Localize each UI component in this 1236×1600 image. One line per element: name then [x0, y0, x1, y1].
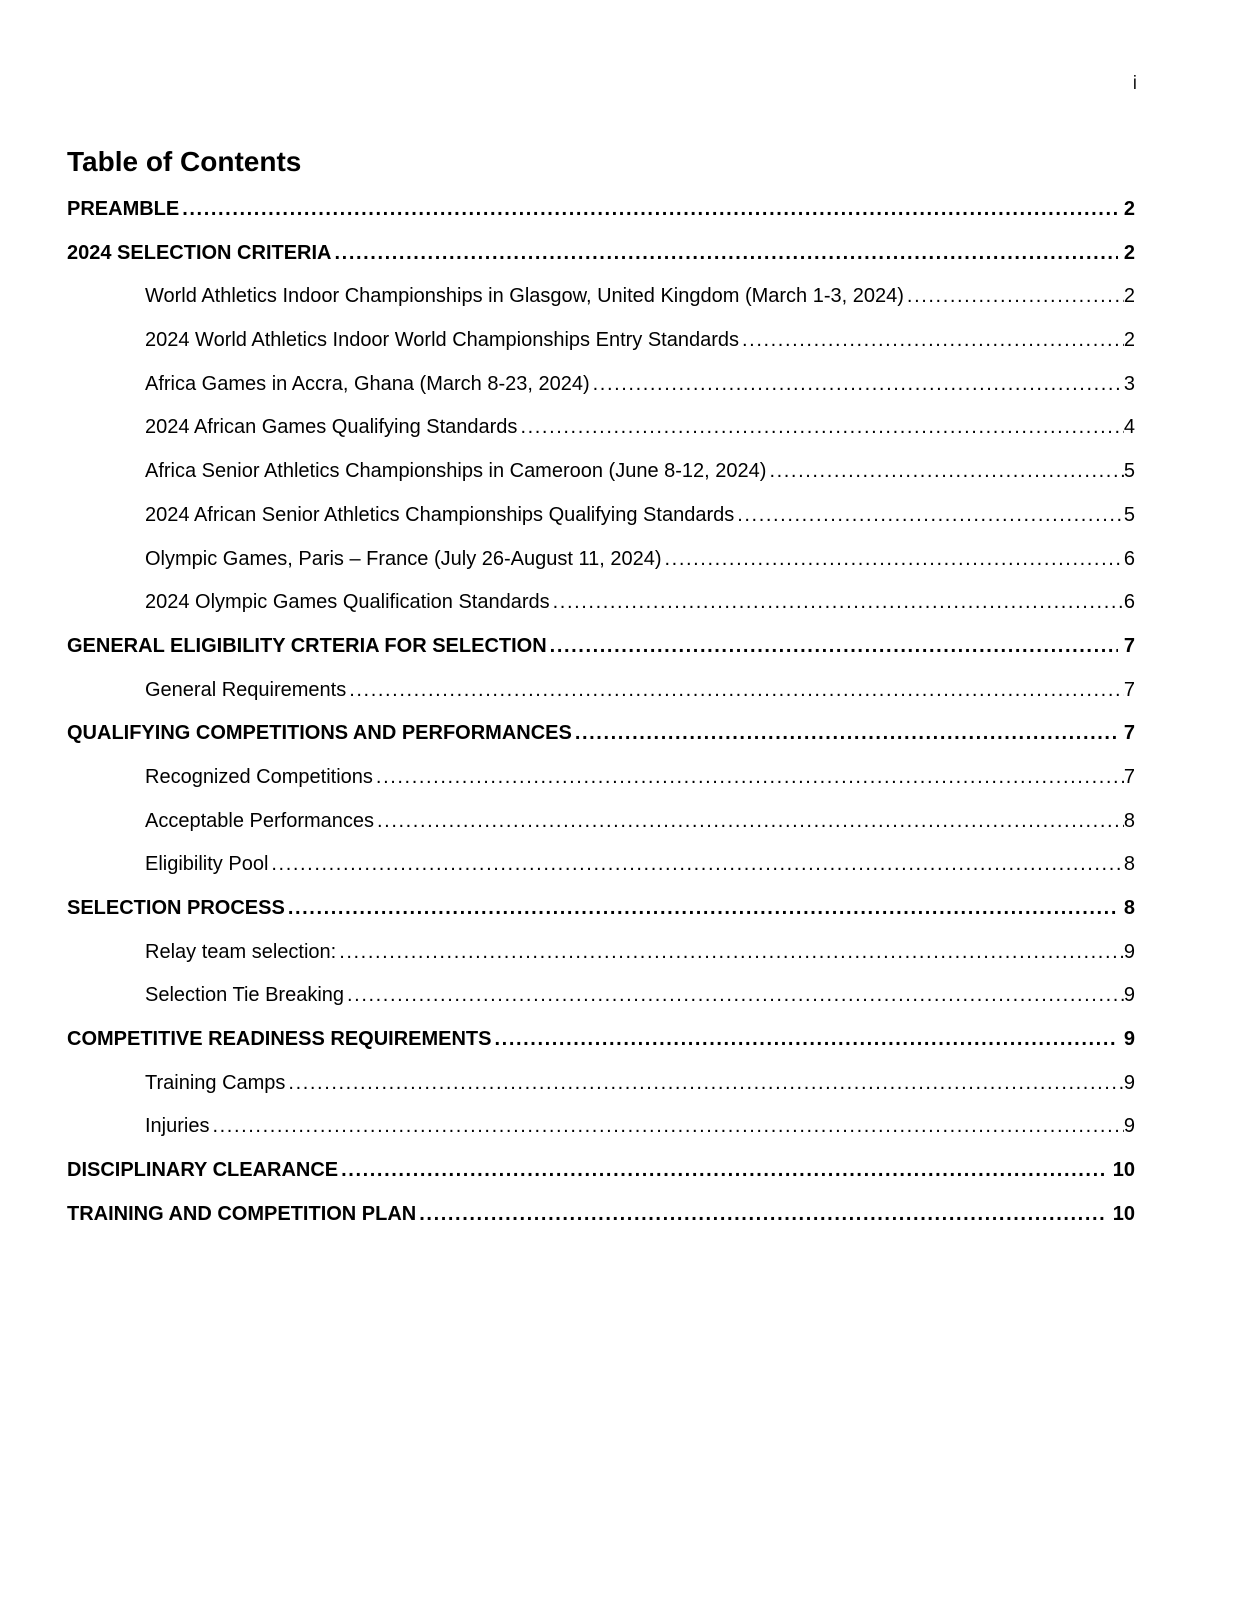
- toc-dot-leader: [288, 1062, 1123, 1106]
- toc-entry-label: Eligibility Pool: [145, 853, 269, 876]
- toc-dot-leader: [419, 1193, 1107, 1237]
- toc-dot-leader: [339, 931, 1124, 975]
- toc-entry[interactable]: [67, 406, 1135, 450]
- toc-entry[interactable]: [67, 494, 1135, 538]
- toc-entry[interactable]: [67, 712, 1135, 756]
- toc-entry[interactable]: [67, 669, 1135, 713]
- toc-entry-label: 2024 African Games Qualifying Standards: [145, 416, 518, 439]
- toc-dot-leader: [550, 625, 1118, 669]
- toc-entry-page: 4: [1123, 416, 1135, 439]
- toc-entry[interactable]: [67, 581, 1135, 625]
- toc-dot-leader: [575, 712, 1118, 756]
- toc-entry-label: General Requirements: [145, 678, 347, 701]
- toc-entry-page: 6: [1123, 547, 1135, 570]
- toc-entry-label: Training Camps: [145, 1071, 286, 1094]
- toc-entry-page: 9: [1123, 1071, 1135, 1094]
- toc-dot-leader: [349, 669, 1124, 713]
- toc-entry-page: 8: [1123, 809, 1135, 832]
- toc-dot-leader: [335, 232, 1118, 276]
- toc-dot-leader: [520, 406, 1123, 450]
- toc-entry-page: 7: [1123, 765, 1135, 788]
- toc-entry-page: 3: [1123, 372, 1135, 395]
- toc-entry[interactable]: [67, 1062, 1135, 1106]
- toc-entry-page: 9: [1123, 984, 1135, 1007]
- toc-entry-label: TRAINING AND COMPETITION PLAN: [67, 1202, 417, 1225]
- toc-entry-label: Africa Senior Athletics Championships in Cameroon (June 8-12, 2024): [145, 460, 767, 483]
- toc-entry[interactable]: [67, 974, 1135, 1018]
- toc-entry-page: 8: [1123, 897, 1135, 919]
- toc-entry[interactable]: [67, 232, 1135, 276]
- toc-dot-leader: [341, 1149, 1107, 1193]
- toc-dot-leader: [907, 275, 1124, 319]
- toc-entry-label: SELECTION PROCESS: [67, 897, 285, 919]
- toc-entry[interactable]: [67, 756, 1135, 800]
- toc-entry-label: 2024 World Athletics Indoor World Championships Entry Standards: [145, 329, 740, 352]
- toc-entry-page: 9: [1123, 1028, 1135, 1051]
- toc-entry-label: Acceptable Performances: [145, 809, 375, 832]
- toc-dot-leader: [377, 800, 1124, 844]
- toc-dot-leader: [737, 494, 1124, 538]
- toc-entry-page: 2: [1123, 198, 1135, 220]
- toc-entry-label: World Athletics Indoor Championships in Glasgow, United Kingdom (March 1-3, 2024): [145, 285, 904, 308]
- toc-entry-page: 9: [1123, 940, 1135, 963]
- toc-entry-page: 2: [1123, 241, 1135, 264]
- toc-dot-leader: [769, 450, 1123, 494]
- toc-entry[interactable]: [67, 1149, 1135, 1193]
- toc-entry-page: 6: [1123, 591, 1135, 614]
- toc-entry-label: COMPETITIVE READINESS REQUIREMENTS: [67, 1028, 492, 1051]
- toc-entry-page: 7: [1123, 634, 1135, 657]
- toc-entry-page: 7: [1123, 678, 1135, 701]
- toc-entry[interactable]: [67, 319, 1135, 363]
- corner-page-number: i: [1132, 73, 1137, 94]
- toc-dot-leader: [288, 887, 1118, 931]
- toc-entry[interactable]: [67, 843, 1135, 887]
- toc-dot-leader: [553, 581, 1124, 625]
- toc-entry-page: 2: [1123, 285, 1135, 308]
- toc-entry[interactable]: [67, 887, 1135, 931]
- toc-entry-page: 9: [1123, 1115, 1135, 1138]
- toc-entry-label: QUALIFYING COMPETITIONS AND PERFORMANCES: [67, 722, 572, 745]
- toc-entry-label: 2024 African Senior Athletics Championships Qualifying Standards: [145, 503, 735, 526]
- toc-dot-leader: [271, 843, 1123, 887]
- toc-entry-page: 2: [1123, 329, 1135, 352]
- toc-entry-label: 2024 SELECTION CRITERIA: [67, 241, 332, 264]
- toc-entry[interactable]: [67, 363, 1135, 407]
- toc-dot-leader: [212, 1105, 1123, 1149]
- toc-entry-label: PREAMBLE: [67, 198, 180, 220]
- page-title: Table of Contents: [67, 146, 302, 177]
- toc-entry-label: Africa Games in Accra, Ghana (March 8-23, 2024): [145, 372, 590, 395]
- toc-entry[interactable]: [67, 1018, 1135, 1062]
- toc-list: [67, 188, 1135, 1237]
- toc-entry-page: 7: [1123, 722, 1135, 745]
- toc-entry-label: Selection Tie Breaking: [145, 984, 345, 1007]
- toc-entry[interactable]: [67, 1193, 1135, 1237]
- toc-entry-page: 5: [1123, 503, 1135, 526]
- toc-entry[interactable]: [67, 538, 1135, 582]
- toc-entry[interactable]: [67, 800, 1135, 844]
- toc-entry-label: Relay team selection:: [145, 940, 337, 963]
- toc-dot-leader: [593, 363, 1124, 407]
- toc-dot-leader: [182, 188, 1118, 232]
- toc-entry[interactable]: [67, 1105, 1135, 1149]
- toc-dot-leader: [495, 1018, 1118, 1062]
- toc-dot-leader: [742, 319, 1124, 363]
- toc-entry-page: 10: [1112, 1159, 1135, 1182]
- toc-entry-label: GENERAL ELIGIBILITY CRTERIA FOR SELECTION: [67, 634, 547, 657]
- toc-entry-label: Olympic Games, Paris – France (July 26-August 11, 2024): [145, 547, 662, 570]
- toc-entry[interactable]: [67, 625, 1135, 669]
- toc-entry-label: 2024 Olympic Games Qualification Standards: [145, 591, 550, 614]
- toc-entry-page: 5: [1123, 460, 1135, 483]
- toc-entry-label: Recognized Competitions: [145, 765, 373, 788]
- toc-entry[interactable]: [67, 188, 1135, 232]
- toc-entry-page: 8: [1123, 853, 1135, 876]
- toc-entry[interactable]: [67, 275, 1135, 319]
- toc-entry[interactable]: [67, 450, 1135, 494]
- toc-dot-leader: [347, 974, 1124, 1018]
- toc-dot-leader: [376, 756, 1124, 800]
- toc-entry-label: DISCIPLINARY CLEARANCE: [67, 1159, 339, 1182]
- toc-entry[interactable]: [67, 931, 1135, 975]
- toc-entry-page: 10: [1112, 1202, 1135, 1225]
- toc-entry-label: Injuries: [145, 1115, 210, 1138]
- toc-dot-leader: [665, 538, 1124, 582]
